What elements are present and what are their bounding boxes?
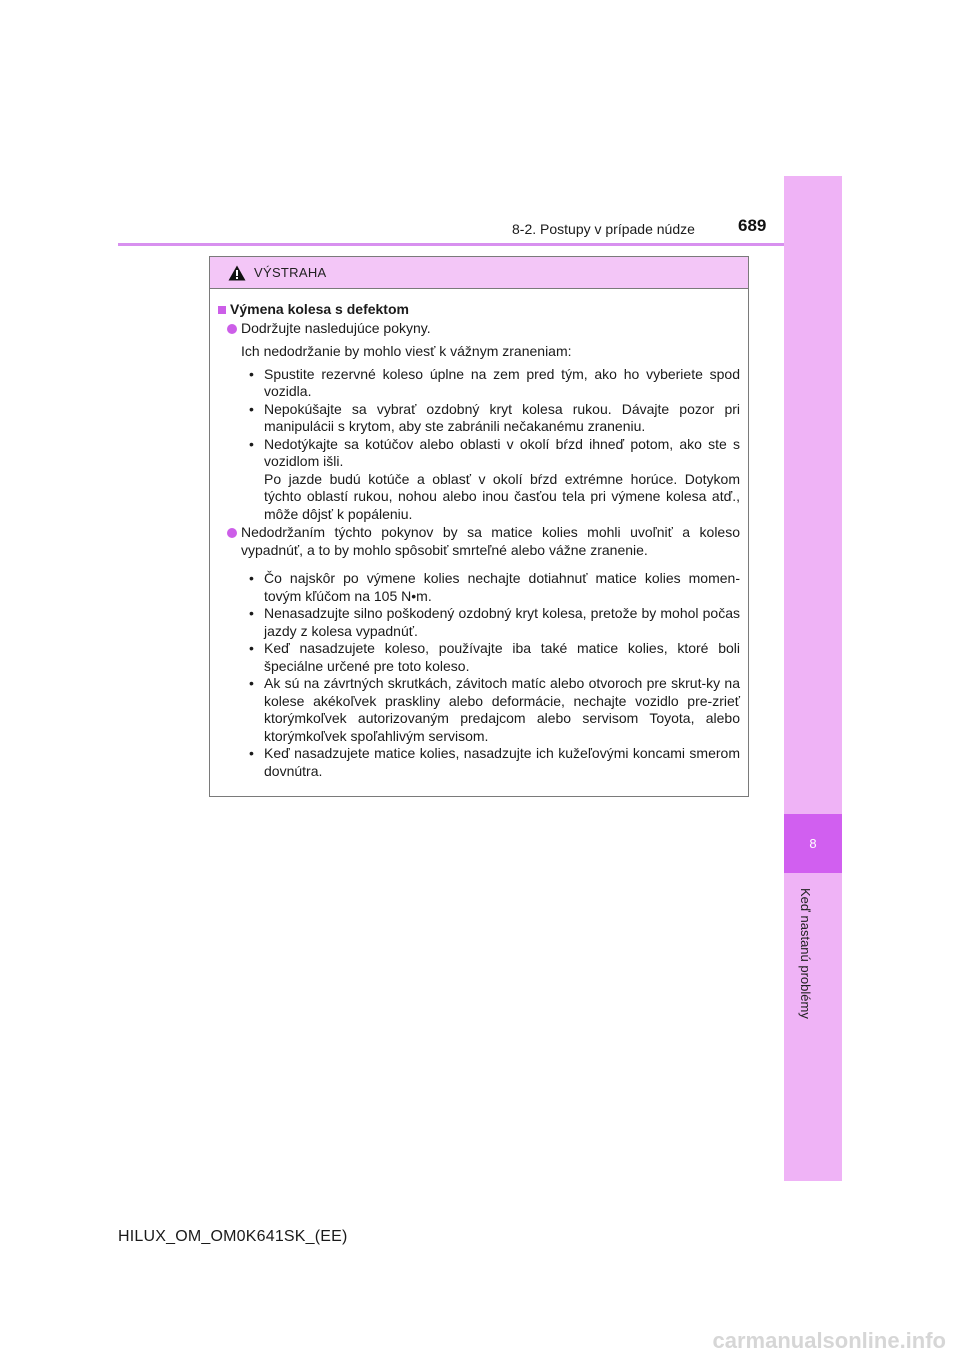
list-item: • Nedotýkajte sa kotúčov alebo oblasti v okolí bŕzd ihneď potom, ako ste s vozidlom išli.: [249, 435, 740, 469]
list-item: • Spustite rezervné koleso úplne na zem pred tým, ako ho vyberiete spod vozidla.: [249, 365, 740, 399]
list-item: • Nenasadzujte silno poškodený ozdobný kryt kolesa, pretože by mohol počas jazdy z kolesa vypadnúť.: [249, 605, 740, 639]
instruction-intro: Ich nedodržanie by mohlo viesť k vážnym zraneniam:: [241, 343, 572, 359]
instruction-bullet-list: [218, 570, 740, 780]
warning-triangle-icon: [228, 265, 246, 281]
list-item: • Keď nasadzujete matice kolies, nasadzujte ich kužeľovými koncami smerom dovnútra.: [249, 745, 740, 779]
list-item: • Keď nasadzujete koleso, používajte iba také matice kolies, ktoré boli špeciálne určené pre toto koleso.: [249, 640, 740, 674]
chapter-number: 8: [784, 814, 842, 873]
list-item: • Ak sú na závrtných skrutkách, závitoch matíc alebo otvoroch pre skrut-ky na kolese akékoľvek praskliny alebo deformácie, nechajte vozidlo pre-zrieť ktorýmkoľvek autorizovaným predajcom alebo servisom Toyota, alebo ktorýmkoľvek spoľahlivým servisom.: [249, 675, 740, 744]
warning-header: [210, 257, 748, 289]
list-item-continuation: Po jazde budú kotúče a oblasť v okolí bŕzd extrémne horúce. Dotykom týchto oblastí rukou, nohou alebo inou časťou tela pri výmene kolesa atď., môže dôjsť k popáleniu.: [264, 470, 740, 522]
warning-title: VÝSTRAHA: [254, 265, 327, 280]
header-divider: [118, 243, 784, 246]
warning-body: [210, 289, 748, 780]
document-code: HILUX_OM_OM0K641SK_(EE): [118, 1228, 348, 1245]
instruction-item: [218, 320, 740, 338]
chapter-side-tab: [784, 176, 842, 1181]
circle-bullet-icon: [227, 324, 237, 334]
section-heading-text: Výmena kolesa s defektom: [230, 301, 409, 317]
instruction-item: [218, 524, 740, 559]
instruction-text: Dodržujte nasledujúce pokyny.: [241, 319, 431, 336]
square-bullet-icon: [218, 306, 226, 314]
watermark: carmanualsonline.info: [712, 1328, 946, 1353]
page-number: 689: [738, 216, 767, 235]
warning-box: [209, 256, 749, 797]
circle-bullet-icon: [227, 528, 237, 538]
section-heading: [218, 301, 740, 319]
chapter-title: Keď nastanú problémy: [798, 888, 813, 1019]
list-item: • Čo najskôr po výmene kolies nechajte dotiahnuť matice kolies momen-tovým kľúčom na 105 N•m.: [249, 570, 740, 604]
instruction-bullet-list: [218, 366, 740, 524]
list-item: • Nepokúšajte sa vybrať ozdobný kryt kolesa rukou. Dávajte pozor pri manipulácii s krytom, aby ste zabránili nečakanému zraneniu.: [249, 400, 740, 434]
instruction-text: Nedodržaním týchto pokynov by sa matice kolies mohli uvoľniť a koleso vypadnúť, a to by mohlo spôsobiť smrteľné alebo vážne zranenie.: [241, 524, 740, 558]
section-title: 8-2. Postupy v prípade núdze: [512, 221, 695, 237]
